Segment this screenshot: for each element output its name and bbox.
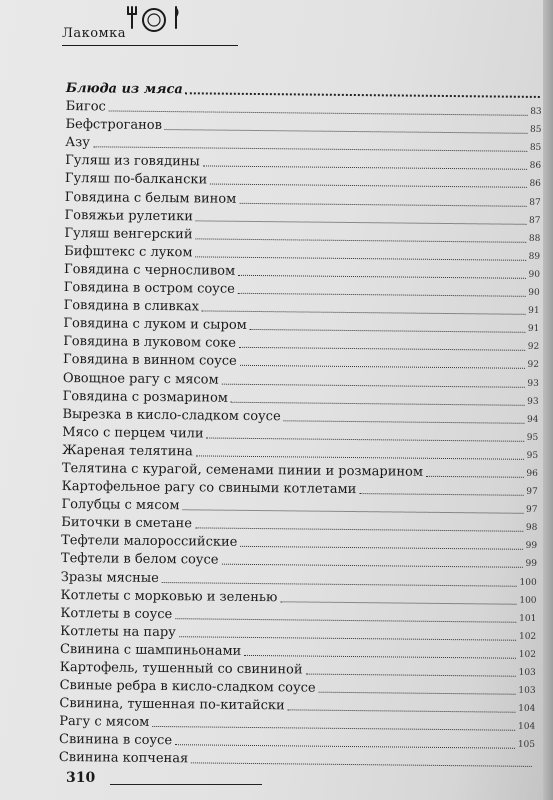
entry-page-number: 92	[527, 360, 540, 371]
footer-rule	[110, 784, 262, 785]
running-header	[62, 4, 242, 48]
page-footer	[66, 770, 276, 790]
entry-page-number: 87	[529, 215, 541, 226]
entry-page-number: 97	[525, 504, 538, 516]
dotted-leader	[284, 420, 524, 424]
page-edge	[543, 0, 553, 800]
dotted-leader	[191, 763, 532, 768]
entry-title: Говядина с белым вином	[64, 189, 237, 207]
entry-title: Картофельное рагу со свиными котлетами	[61, 479, 357, 498]
entry-page-number: 90	[528, 269, 541, 280]
entry-page-number: 98	[525, 523, 538, 534]
entry-title: Свинина в соусе	[58, 732, 173, 749]
dotted-leader	[238, 293, 525, 297]
entry-title: Свиные ребра в кисло-сладком соусе	[59, 678, 316, 696]
entry-page-number: 93	[527, 396, 539, 407]
header-rule	[62, 45, 238, 46]
dotted-leader	[250, 329, 525, 333]
entry-title: Биточки в сметане	[61, 515, 193, 532]
entry-title: Свинина с шампиньонами	[59, 641, 242, 659]
entry-title: Жареная телятина	[62, 442, 193, 460]
entry-title: Вырезка в кисло-сладком соусе	[62, 406, 281, 424]
entry-page-number: 92	[527, 342, 540, 353]
entry-title: Гуляш по-балкански	[64, 171, 208, 188]
dotted-leader	[238, 275, 525, 279]
toc-entries	[59, 96, 542, 770]
entry-page-number: 102	[518, 649, 537, 660]
dotted-leader	[239, 347, 525, 351]
entry-title: Гуляш из говядины	[65, 153, 200, 170]
entry-page-number: 89	[528, 251, 541, 262]
table-of-contents	[59, 78, 542, 770]
entry-title: Свинина, тушенная по-китайски	[59, 696, 285, 714]
entry-title: Зразы мясные	[60, 569, 159, 586]
entry-page-number: 91	[527, 324, 540, 335]
entry-title: Овощное рагу с мясом	[62, 370, 219, 388]
entry-title: Тефтели малороссийские	[61, 533, 238, 551]
entry-title: Говядина с луком и сыром	[63, 316, 247, 334]
entry-title: Картофель, тушенный со свининой	[59, 659, 303, 678]
entry-page-number: 85	[529, 143, 542, 154]
entry-page-number: 97	[526, 486, 538, 498]
entry-page-number: 100	[519, 577, 537, 588]
entry-title: Котлеты на пару	[60, 623, 176, 640]
entry-title: Говядина в луковом соке	[63, 334, 237, 352]
dotted-leader	[239, 202, 526, 206]
entry-page-number: 87	[529, 197, 541, 208]
entry-title: Гуляш венгерский	[64, 225, 193, 243]
entry-page-number: 99	[525, 541, 538, 552]
entry-title: Говядина с черносливом	[63, 261, 236, 279]
entry-title: Мясо с перцем чили	[62, 424, 204, 442]
entry-page-number: 95	[526, 450, 539, 461]
entry-page-number: 90	[528, 287, 540, 299]
entry-page-number: 101	[519, 613, 537, 624]
entry-page-number: 103	[518, 667, 536, 678]
dotted-leader	[305, 674, 515, 677]
entry-title: Говядина в сливках	[63, 298, 200, 315]
entry-page-number: 105	[517, 740, 536, 751]
entry-title: Говядина с розмарином	[62, 388, 229, 406]
entry-title: Говяжьи рулетики	[64, 207, 193, 224]
entry-title: Бигос	[65, 99, 106, 115]
entry-page-number: 104	[517, 722, 536, 733]
entry-page-number: 86	[529, 161, 542, 172]
page-number: 310	[66, 770, 96, 786]
entry-page-number: 100	[519, 595, 537, 606]
dotted-leader	[244, 655, 516, 659]
entry-page-number: 94	[526, 414, 539, 425]
toc-entry	[59, 747, 535, 770]
entry-page-number: 85	[529, 125, 542, 136]
entry-page-number: 96	[526, 468, 538, 479]
entry-page-number: 102	[518, 631, 537, 642]
entry-title: Бифштекс с луком	[64, 243, 193, 261]
plate-fork-knife-icon	[118, 4, 190, 44]
entry-title: Говядина в винном соусе	[62, 352, 237, 370]
entry-page-number: 95	[526, 432, 539, 443]
entry-title: Телятина с курагой, семенами пинии и розмарином	[61, 460, 424, 480]
entry-title: Говядина в остром соусе	[63, 280, 235, 297]
dotted-leader	[231, 401, 524, 405]
dotted-leader	[319, 692, 516, 695]
dotted-leader	[240, 365, 525, 369]
entry-title: Тефтели в белом соусе	[60, 551, 219, 569]
entry-title: Рагу с мясом	[59, 714, 150, 731]
entry-page-number: 93	[527, 378, 539, 389]
entry-page-number: 86	[529, 179, 541, 190]
entry-page-number: 88	[528, 233, 541, 244]
dotted-leader	[359, 493, 523, 496]
entry-title: Бефстроганов	[65, 117, 163, 134]
entry-page-number: 103	[518, 685, 536, 697]
entry-title: Котлеты в соусе	[60, 605, 173, 622]
dotted-leader	[288, 710, 515, 713]
section-title: Блюда из мяса	[65, 80, 183, 98]
entry-title: Голубцы с мясом	[61, 497, 180, 514]
entry-page-number: 99	[525, 559, 537, 570]
dotted-leader	[426, 476, 523, 478]
dotted-leader	[280, 601, 516, 604]
entry-title: Котлеты с морковью и зеленью	[60, 587, 278, 605]
entry-page-number: 104	[518, 703, 536, 715]
entry-page-number: 83	[530, 106, 542, 118]
book-title: Лакомка	[62, 26, 127, 41]
entry-title: Свинина копченая	[58, 750, 189, 767]
dotted-leader	[240, 546, 522, 550]
entry-title: Азу	[65, 135, 90, 151]
entry-page-number: 91	[528, 305, 540, 317]
